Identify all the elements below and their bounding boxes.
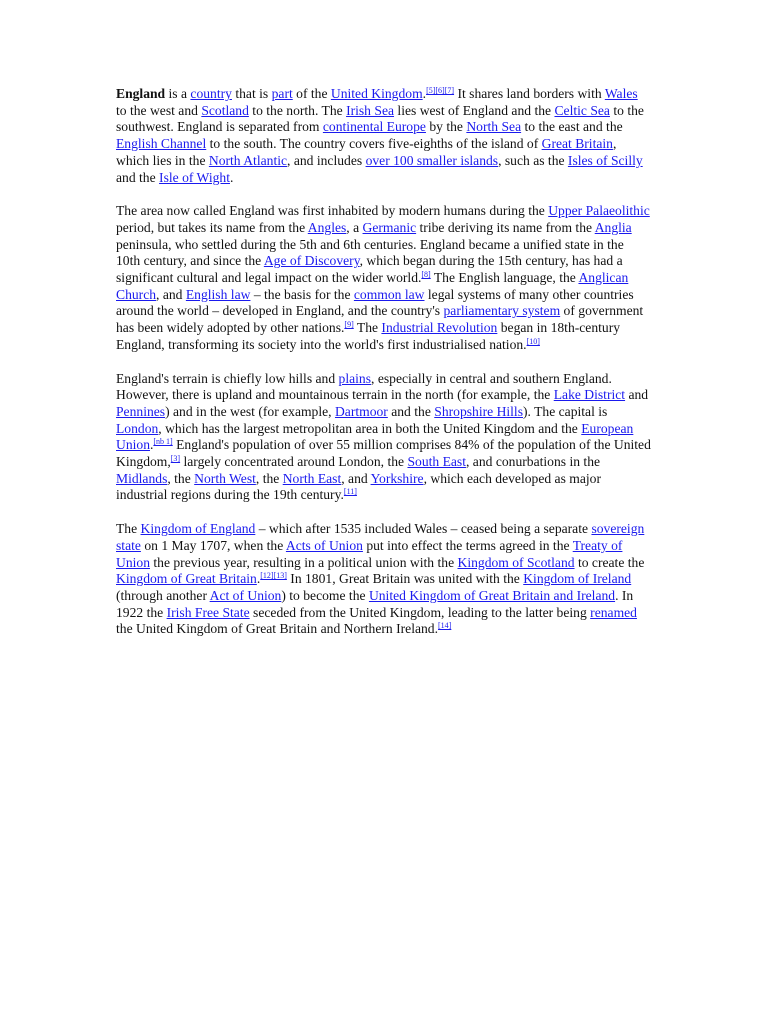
- article-link[interactable]: North East: [282, 470, 342, 486]
- body-text: to the west and: [116, 102, 202, 118]
- reference-link[interactable]: [5][6][7]: [426, 86, 455, 95]
- body-text: tribe deriving its name from the: [416, 219, 595, 235]
- article-link[interactable]: Anglia: [594, 219, 632, 235]
- article-link[interactable]: Angles: [307, 219, 347, 235]
- article-link[interactable]: United Kingdom of Great Britain and Ireland: [368, 587, 616, 603]
- article-link[interactable]: Kingdom of England: [140, 521, 256, 537]
- body-text: .: [229, 169, 234, 185]
- article-link[interactable]: North Atlantic: [208, 152, 288, 168]
- article-link[interactable]: English law: [185, 286, 251, 302]
- article-link[interactable]: Act of Union: [209, 587, 282, 603]
- article-subject: England: [116, 86, 166, 101]
- body-text: – the basis for the: [250, 286, 354, 302]
- article-link[interactable]: Age of Discovery: [263, 253, 360, 269]
- reference-link[interactable]: [nb 1]: [153, 437, 173, 447]
- reference-superscript: [426, 86, 454, 95]
- body-text: , and: [156, 286, 186, 302]
- reference-link[interactable]: [8]: [421, 270, 431, 280]
- body-text: The: [353, 320, 382, 336]
- body-text: It shares land borders with: [454, 86, 605, 101]
- document-body: [116, 86, 651, 655]
- body-text: , such as the: [498, 152, 568, 168]
- body-text: , and conurbations in the: [466, 454, 601, 470]
- article-link[interactable]: Upper Palaeolithic: [548, 203, 650, 219]
- body-text: , and: [341, 470, 371, 486]
- article-link[interactable]: over 100 smaller islands: [365, 152, 499, 168]
- body-text: The area now called England was first inhabited by modern humans during the: [116, 203, 549, 219]
- body-text: .: [149, 437, 154, 453]
- reference-superscript: [344, 320, 353, 329]
- article-link[interactable]: Wales: [604, 86, 638, 101]
- body-text: ) to become the: [281, 587, 369, 603]
- body-text: The English language, the: [430, 270, 579, 286]
- article-link[interactable]: Celtic Sea: [554, 102, 610, 118]
- article-link[interactable]: Kingdom of Ireland: [523, 571, 632, 587]
- body-text: ). The capital is: [523, 403, 608, 419]
- article-link[interactable]: Acts of Union: [285, 537, 363, 553]
- body-text: to the north. The: [248, 102, 347, 118]
- body-text: to the southwest. England is separated from: [116, 102, 644, 135]
- body-text: , which each developed as major industrial regions during the 19th century.: [116, 470, 601, 503]
- body-text: began in 18th-century England, transforming its society into the world's first industrialised nation.: [116, 320, 621, 352]
- reference-link[interactable]: [9]: [344, 320, 354, 330]
- reference-superscript: [171, 454, 180, 463]
- body-text: and the: [116, 169, 160, 185]
- article-link[interactable]: Midlands: [116, 470, 168, 486]
- body-text: by the: [425, 119, 467, 135]
- paragraph: [116, 86, 651, 186]
- reference-superscript: [527, 337, 540, 346]
- reference-superscript: [260, 571, 287, 580]
- article-link[interactable]: North Sea: [466, 119, 522, 135]
- reference-superscript: [344, 487, 357, 496]
- reference-link[interactable]: [10]: [526, 336, 540, 346]
- article-link[interactable]: Isles of Scilly: [567, 152, 643, 168]
- body-text: (through another: [116, 587, 210, 603]
- body-text: of the: [292, 86, 331, 101]
- body-text: England's population of over 55 million comprises 84% of the population of the United Kingdom,: [116, 437, 651, 470]
- body-text: is a: [165, 86, 191, 101]
- body-text: lies west of England and the: [394, 102, 555, 118]
- article-link[interactable]: European Union: [116, 420, 634, 453]
- article-link[interactable]: Germanic: [362, 219, 417, 235]
- body-text: that is: [231, 86, 272, 101]
- article-link[interactable]: sovereign state: [116, 521, 645, 553]
- article-link[interactable]: Great Britain: [541, 136, 613, 152]
- body-text: to create the: [574, 554, 645, 570]
- body-text: , a: [346, 219, 363, 235]
- body-text: and: [625, 387, 649, 403]
- reference-link[interactable]: [11]: [343, 487, 357, 497]
- article-link[interactable]: Irish Sea: [346, 102, 395, 118]
- body-text: to the south. The country covers five-eighths of the island of: [206, 136, 542, 152]
- article-link[interactable]: London: [116, 420, 159, 436]
- article-link[interactable]: Kingdom of Great Britain: [116, 571, 257, 587]
- article-link[interactable]: continental Europe: [322, 119, 426, 135]
- article-link[interactable]: Anglican Church: [116, 270, 629, 302]
- article-link[interactable]: Industrial Revolution: [381, 320, 498, 336]
- body-text: , and includes: [287, 152, 366, 168]
- article-link[interactable]: common law: [353, 286, 425, 302]
- body-text: – which after 1535 included Wales – ceased being a separate: [255, 521, 592, 537]
- article-link[interactable]: Dartmoor: [334, 403, 388, 419]
- body-text: .: [422, 86, 427, 101]
- body-text: seceded from the United Kingdom, leading to the latter being: [249, 604, 591, 620]
- body-text: on 1 May 1707, when the: [140, 537, 286, 553]
- reference-superscript: [153, 437, 172, 446]
- article-link[interactable]: Isle of Wight: [159, 169, 230, 185]
- paragraph: [116, 203, 651, 353]
- article-link[interactable]: Yorkshire: [370, 470, 424, 486]
- article-link[interactable]: North West: [194, 470, 256, 486]
- article-link[interactable]: United Kingdom: [330, 86, 423, 101]
- reference-link[interactable]: [12][13]: [260, 571, 287, 581]
- body-text: , which has the largest metropolitan area in both the United Kingdom and the: [158, 420, 582, 436]
- article-link[interactable]: Irish Free State: [166, 604, 250, 620]
- article-link[interactable]: Treaty of Union: [116, 537, 623, 570]
- article-link[interactable]: Lake District: [553, 387, 626, 403]
- article-link[interactable]: country: [190, 86, 232, 101]
- body-text: The: [116, 521, 141, 537]
- body-text: the previous year, resulting in a political union with the: [149, 554, 458, 570]
- article-link[interactable]: Pennines: [116, 403, 166, 419]
- body-text: England's terrain is chiefly low hills and: [116, 370, 339, 386]
- body-text: , which began during the 15th century, has had a significant cultural and legal impact on the wider world.: [116, 253, 623, 286]
- body-text: largely concentrated around London, the: [180, 454, 408, 470]
- body-text: , the: [255, 470, 283, 486]
- article-link[interactable]: South East: [407, 454, 466, 470]
- body-text: the United Kingdom of Great Britain and Northern Ireland.: [116, 621, 439, 637]
- article-link[interactable]: Kingdom of Scotland: [457, 554, 575, 570]
- article-link[interactable]: Shropshire Hills: [434, 403, 524, 419]
- article-link[interactable]: renamed: [590, 604, 637, 620]
- body-text: . In 1922 the: [116, 587, 634, 620]
- reference-link[interactable]: [3]: [170, 454, 181, 464]
- article-link[interactable]: plains: [338, 370, 372, 386]
- body-text: In 1801, Great Britain was united with the: [286, 571, 524, 587]
- body-text: , which lies in the: [116, 136, 617, 168]
- body-text: peninsula, who settled during the 5th and 6th centuries. England became a unified state in the 10th century, and since the: [116, 236, 624, 269]
- body-text: .: [256, 571, 261, 587]
- body-text: , the: [167, 470, 195, 486]
- body-text: legal systems of many other countries around the world – developed in England, and the country's: [116, 286, 634, 319]
- reference-superscript: [421, 270, 430, 279]
- reference-link[interactable]: [14]: [438, 621, 452, 631]
- body-text: period, but takes its name from the: [116, 219, 308, 235]
- article-link[interactable]: parliamentary system: [443, 303, 561, 319]
- body-text: and the: [387, 403, 435, 419]
- body-text: of government has been widely adopted by other nations.: [116, 303, 644, 336]
- body-text: ) and in the west (for example,: [165, 403, 335, 419]
- article-link[interactable]: part: [271, 86, 293, 101]
- article-link[interactable]: English Channel: [116, 136, 207, 152]
- body-text: to the east and the: [521, 119, 623, 135]
- paragraph: [116, 521, 651, 638]
- body-text: put into effect the terms agreed in the: [362, 537, 573, 553]
- body-text: , especially in central and southern England. However, there is upland and mountainous terrain in the north (for example, the: [116, 370, 612, 403]
- reference-superscript: [438, 621, 451, 630]
- paragraph: [116, 371, 651, 505]
- article-link[interactable]: Scotland: [201, 102, 249, 118]
